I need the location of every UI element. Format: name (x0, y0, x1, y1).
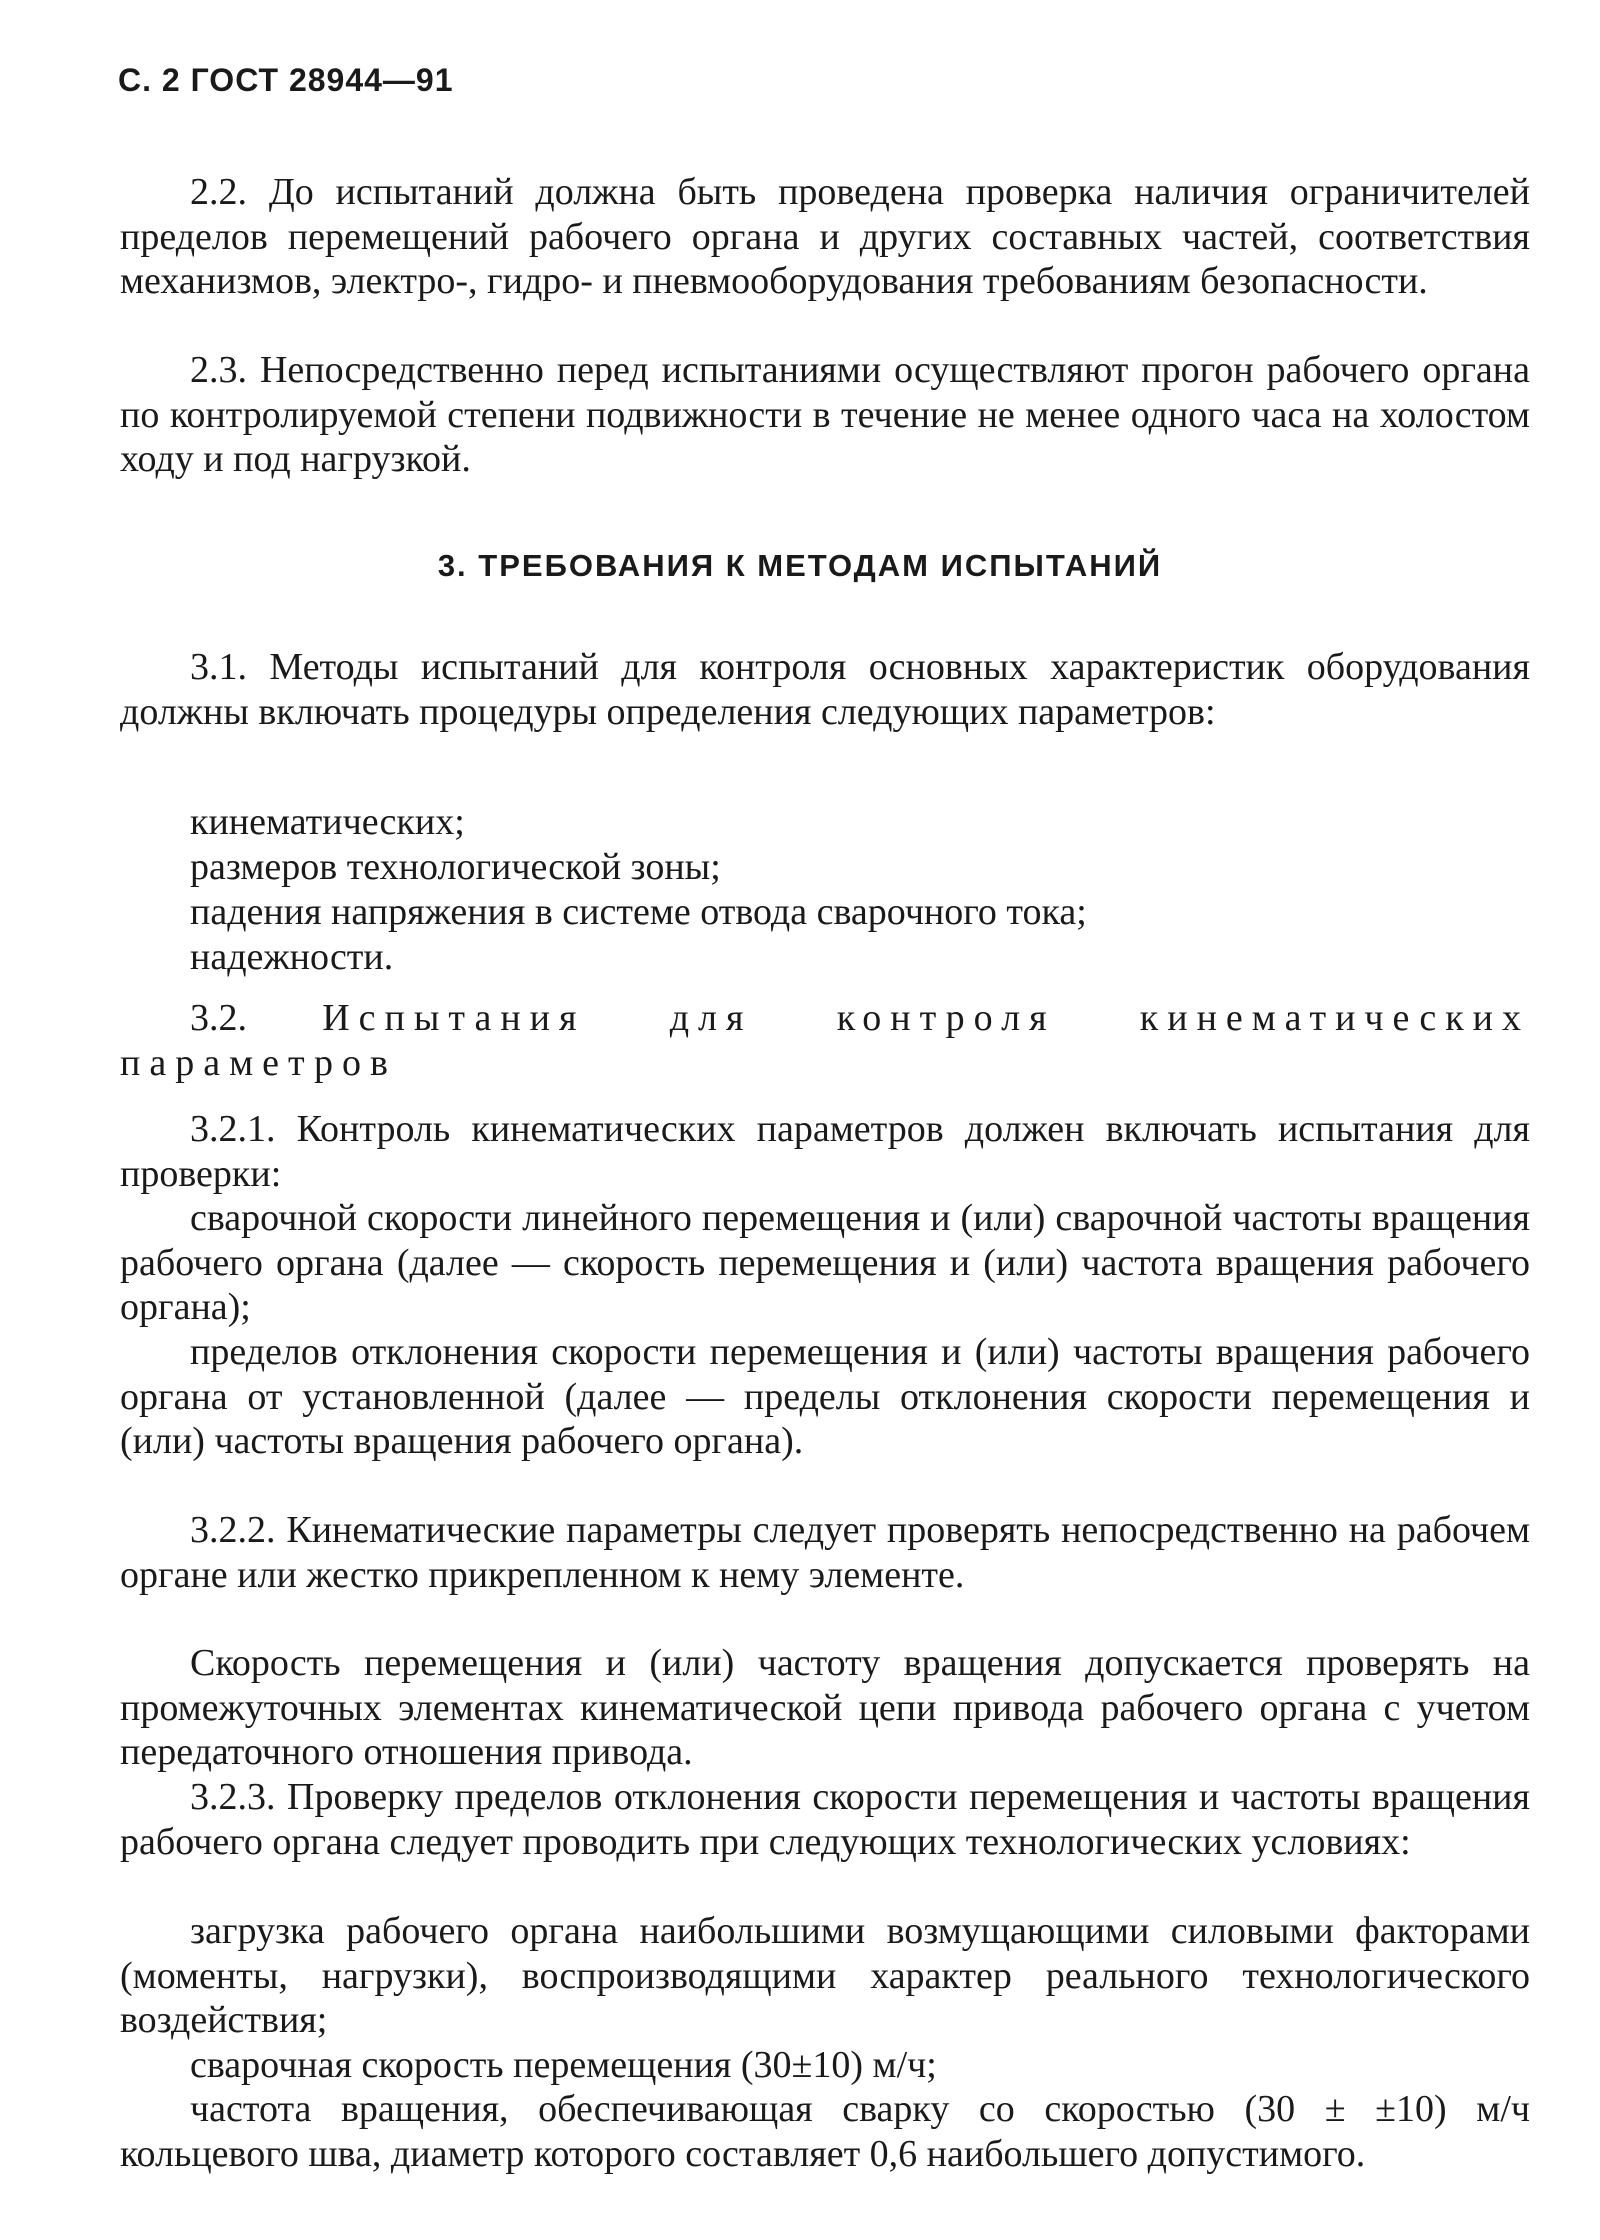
paragraph-3-2-heading (120, 996, 1530, 1085)
paragraph-3-2-3-frequency: частота вращения, обеспечивающая сварку со скоростью (30 ± ±10) м/ч кольцевого шва, диаметр которого составляет 0,6 наибольшего допустимого. (120, 2088, 1530, 2175)
list-item-reliability: надежности. (190, 936, 394, 978)
list-item-tech-zone: размеров технологической зоны; (190, 846, 721, 888)
paragraph-2-2: 2.2. До испытаний должна быть проведена проверка наличия ограничителей пределов перемещений рабочего органа и других составных частей, соответствия механизмов, электро-, гидро- и пневмооборудования требованиям безопасности. (120, 171, 1530, 302)
paragraph-3-2-3: 3.2.3. Проверку пределов отклонения скорости перемещения и частоты вращения рабочего органа следует проводить при следующих технологических условиях: (120, 1776, 1530, 1863)
paragraph-3-2-1-speed: сварочной скорости линейного перемещения и (или) сварочной частоты вращения рабочего органа (далее — скорость перемещения и (или) частота вращения рабочего органа); (120, 1197, 1530, 1328)
list-item-voltage-drop: падения напряжения в системе отвода сварочного тока; (190, 891, 1087, 933)
paragraph-3-2-3-speed: сварочная скорость перемещения (30±10) м/ч; (190, 2044, 937, 2086)
paragraph-3-2-number: 3.2. (190, 997, 247, 1039)
paragraph-3-2-2-note: Скорость перемещения и (или) частоту вращения допускается проверять на промежуточных элементах кинематической цепи привода рабочего органа с учетом передаточного отношения привода. (120, 1642, 1530, 1773)
page-header: С. 2 ГОСТ 28944—91 (118, 62, 454, 98)
paragraph-3-2-1: 3.2.1. Контроль кинематических параметров должен включать испытания для проверки: (120, 1108, 1530, 1195)
paragraph-3-2-title: Испытания для контроля кинематических параметров (120, 997, 1530, 1084)
paragraph-3-1: 3.1. Методы испытаний для контроля основных характеристик оборудования должны включать процедуры определения следующих параметров: (120, 646, 1530, 733)
paragraph-3-2-1-limits: пределов отклонения скорости перемещения и (или) частоты вращения рабочего органа от установленной (далее — пределы отклонения скорости перемещения и (или) частоты вращения рабочего органа). (120, 1331, 1530, 1462)
paragraph-3-2-3-load: загрузка рабочего органа наибольшими возмущающими силовыми факторами (моменты, нагрузки), воспроизводящими характер реального технологического воздействия; (120, 1910, 1530, 2041)
paragraph-2-3: 2.3. Непосредственно перед испытаниями осуществляют прогон рабочего органа по контролируемой степени подвижности в течение не менее одного часа на холостом ходу и под нагрузкой. (120, 349, 1530, 480)
section-3-title: 3. ТРЕБОВАНИЯ К МЕТОДАМ ИСПЫТАНИЙ (437, 548, 1163, 583)
paragraph-3-2-2: 3.2.2. Кинематические параметры следует проверять непосредственно на рабочем органе или жестко прикрепленном к нему элементе. (120, 1509, 1530, 1596)
list-item-kinematic: кинематических; (190, 801, 465, 843)
